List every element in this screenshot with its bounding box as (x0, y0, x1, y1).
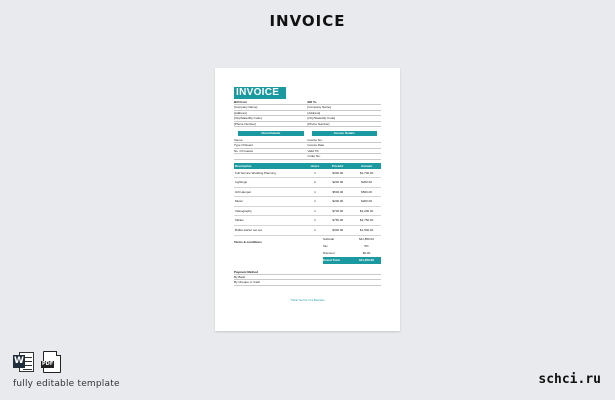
payment-block (234, 270, 381, 286)
grand-total-row: Grand Total $11,259.90 (323, 257, 381, 264)
format-icons (13, 351, 61, 373)
invoice-document (234, 87, 381, 303)
word-file-icon: W (13, 351, 35, 373)
bill-to-address: [Address] (308, 111, 382, 116)
col-amount: Amount (360, 163, 373, 168)
bill-from-city: [City/State/Zip Code] (234, 116, 308, 121)
invoice-preview (215, 68, 400, 331)
terms-block (234, 236, 323, 264)
terms-label: Terms & conditions (234, 239, 262, 244)
brand-watermark: schci.ru (538, 372, 601, 387)
bill-to-city: [City/State/Zip Code] (308, 116, 382, 121)
client-details-header: Client Details (238, 131, 304, 136)
page-title: INVOICE (269, 12, 346, 30)
table-row: Gift Hamper 1 $500.00 $500.00 (234, 188, 381, 198)
client-guests: No. Of Guests (234, 149, 308, 154)
bill-to-company: [Company Name] (308, 105, 382, 110)
thank-you-note: Thank You For Your Business (290, 299, 325, 303)
invoice-order-no: Order No. (308, 154, 382, 159)
table-row: Videography 1 $700.00 $2,200.00 (234, 207, 381, 217)
col-hours: Hours (310, 163, 320, 168)
pdf-file-icon: PDF (43, 351, 61, 373)
items-table-body (234, 169, 381, 236)
discount-row: Discount $0.00 (323, 250, 371, 255)
invoice-title: INVOICE (234, 87, 286, 99)
invoice-number: Invoice No. (308, 138, 382, 143)
caption-text: fully editable template (13, 379, 120, 389)
table-row: Lightings 2 $200.00 $200.00 (234, 178, 381, 188)
invoice-details-block (308, 129, 382, 160)
bill-from-company: [Company Name] (234, 105, 308, 110)
payment-cheque: By Cheque or Cash (234, 280, 381, 285)
payment-bank: By Bank (234, 275, 381, 280)
col-description: Description (235, 163, 252, 168)
table-row: Tables 1 $750.00 $2,750.00 (234, 216, 381, 226)
bill-to-block (308, 100, 382, 127)
client-event-type: Type Of Event (234, 143, 308, 148)
bill-from-phone: [Phone Number] (234, 122, 308, 127)
bill-to-label: Bill To (308, 100, 382, 105)
client-details-block (234, 129, 308, 160)
bill-to-phone: [Phone Number] (308, 122, 382, 127)
tax-row: Tax 5% (323, 243, 369, 248)
table-row: Buffet starter set out 1 $300.00 $1,500.00 (234, 226, 381, 236)
totals-block (323, 236, 381, 264)
subtotal-row: Subtotal $11,850.00 (323, 236, 374, 241)
invoice-details-header: Invoice Details (312, 131, 378, 136)
table-row: Music 1 $200.00 $200.00 (234, 197, 381, 207)
table-row: Full Service Wedding Planning 1 $300.00 $2,700.00 (234, 169, 381, 179)
invoice-date: Invoice Date (308, 143, 382, 148)
client-venue: Venue (234, 138, 308, 143)
col-price: Price/Hr (332, 163, 344, 168)
client-blank-row (234, 154, 308, 159)
bill-from-address: [Address] (234, 111, 308, 116)
invoice-valid-till: Valid Till (308, 149, 382, 154)
payment-label: Payment Method (234, 270, 381, 275)
bill-from-label: Bill From (234, 100, 308, 105)
bill-from-block (234, 100, 308, 127)
